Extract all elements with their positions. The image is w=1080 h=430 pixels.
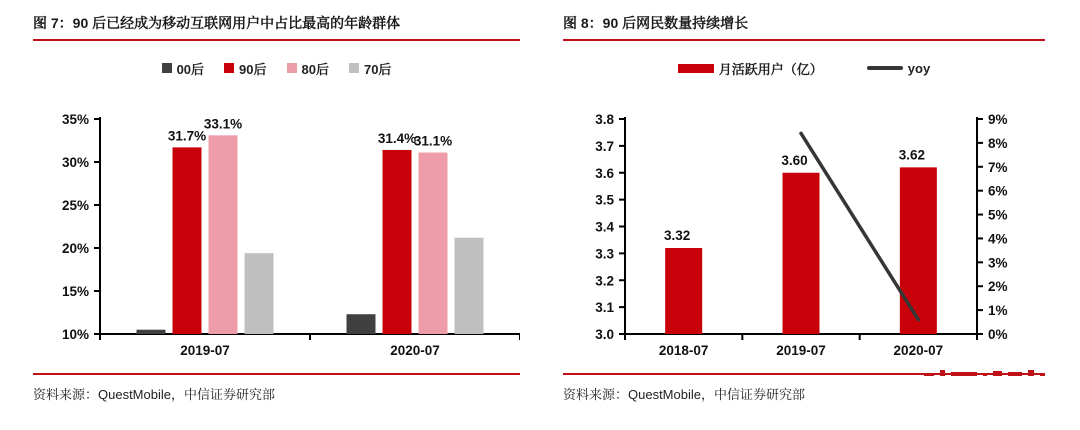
- bar-data-label: 31.1%: [413, 133, 453, 149]
- legend-yoy-label: yoy: [907, 60, 931, 76]
- y-tick-label: 30%: [61, 155, 89, 170]
- right-y-tick-label: 2%: [988, 279, 1008, 295]
- legend-mau-swatch: [678, 64, 714, 73]
- bar-data-label: 3.60: [781, 152, 808, 168]
- legend-00后-swatch: [162, 63, 172, 73]
- figure7-legend: [33, 59, 520, 77]
- bar-data-label: 3.62: [898, 147, 925, 163]
- x-category-label: 2019-07: [180, 343, 230, 358]
- bar-data-label: 31.4%: [377, 130, 417, 146]
- left-y-tick-label: 3.7: [595, 138, 614, 154]
- y-tick-label: 20%: [61, 241, 89, 256]
- legend-90后-label: 90后: [239, 61, 267, 77]
- left-y-tick-label: 3.3: [595, 246, 614, 262]
- right-y-tick-label: 0%: [988, 327, 1008, 342]
- bar-data-label: 3.32: [664, 228, 691, 243]
- right-y-tick-label: 5%: [988, 207, 1008, 223]
- legend-mau: [678, 59, 823, 78]
- legend-mau-label: 月活跃用户（亿）: [718, 61, 823, 77]
- figure8-panel: [563, 14, 1045, 403]
- y-tick-label: 10%: [61, 327, 89, 342]
- left-y-tick-label: 3.8: [595, 112, 614, 127]
- legend-yoy: [867, 61, 930, 76]
- legend-90后: [224, 59, 266, 78]
- figure7-source: 资料来源：QuestMobile，中信证券研究部: [33, 387, 275, 402]
- y-tick-label: 35%: [61, 112, 89, 127]
- figure8-title: 图 8：90 后网民数量持续增长: [563, 14, 1045, 41]
- figure8-source: 资料来源：QuestMobile，中信证券研究部: [563, 387, 805, 402]
- x-category-label: 2020-07: [893, 343, 944, 358]
- bar-00后-2019-07: [137, 330, 166, 334]
- bar-00后-2020-07: [347, 314, 376, 334]
- left-y-tick-label: 3.4: [595, 219, 614, 235]
- legend-70后: [349, 59, 391, 78]
- figure7-panel: [33, 14, 520, 403]
- legend-80后: [287, 59, 329, 78]
- y-tick-label: 25%: [61, 198, 89, 213]
- bar-80后-2020-07: [419, 153, 448, 334]
- bar-90后-2019-07: [173, 147, 202, 334]
- x-category-label: 2019-07: [776, 343, 826, 358]
- figure8-legend: [563, 59, 1045, 77]
- left-y-tick-label: 3.5: [595, 192, 614, 208]
- figure8-chart: [563, 79, 1045, 361]
- x-category-label: 2020-07: [390, 343, 440, 358]
- bar-70后-2020-07: [455, 238, 484, 334]
- y-tick-label: 15%: [61, 284, 89, 299]
- bar-80后-2019-07: [209, 135, 238, 334]
- right-y-tick-label: 4%: [988, 231, 1008, 247]
- right-y-tick-label: 3%: [988, 255, 1008, 271]
- bar-data-label: 31.7%: [167, 128, 207, 144]
- bar-data-label: 33.1%: [203, 116, 243, 132]
- right-y-tick-label: 6%: [988, 183, 1008, 199]
- left-y-tick-label: 3.1: [595, 300, 614, 316]
- bar-mau-2020-07: [900, 167, 937, 334]
- bar-70后-2019-07: [245, 253, 274, 334]
- left-y-tick-label: 3.0: [595, 327, 614, 342]
- bar-mau-2019-07: [783, 173, 820, 334]
- red-watermark-fragments: [924, 368, 1045, 376]
- x-category-label: 2018-07: [658, 343, 709, 358]
- right-y-tick-label: 9%: [988, 112, 1008, 127]
- left-y-tick-label: 3.2: [595, 273, 614, 289]
- right-y-tick-label: 7%: [988, 159, 1008, 175]
- legend-00后-label: 00后: [176, 61, 205, 77]
- figure7-title: 图 7：90 后已经成为移动互联网用户中占比最高的年龄群体: [33, 14, 520, 41]
- bar-90后-2020-07: [383, 150, 412, 334]
- left-y-tick-label: 3.6: [595, 165, 614, 181]
- legend-80后-swatch: [287, 63, 297, 73]
- legend-yoy-swatch: [867, 66, 903, 70]
- bar-mau-2018-07: [665, 248, 702, 334]
- legend-00后: [162, 59, 204, 78]
- legend-80后-label: 80后: [301, 61, 329, 77]
- right-y-tick-label: 1%: [988, 303, 1008, 319]
- right-y-tick-label: 8%: [988, 135, 1008, 151]
- figure8-source-block: [563, 373, 1045, 403]
- legend-90后-swatch: [224, 63, 234, 73]
- figure7-source-block: [33, 373, 520, 403]
- figure7-chart: [33, 79, 520, 361]
- legend-70后-swatch: [349, 63, 359, 73]
- legend-70后-label: 70后: [363, 61, 392, 77]
